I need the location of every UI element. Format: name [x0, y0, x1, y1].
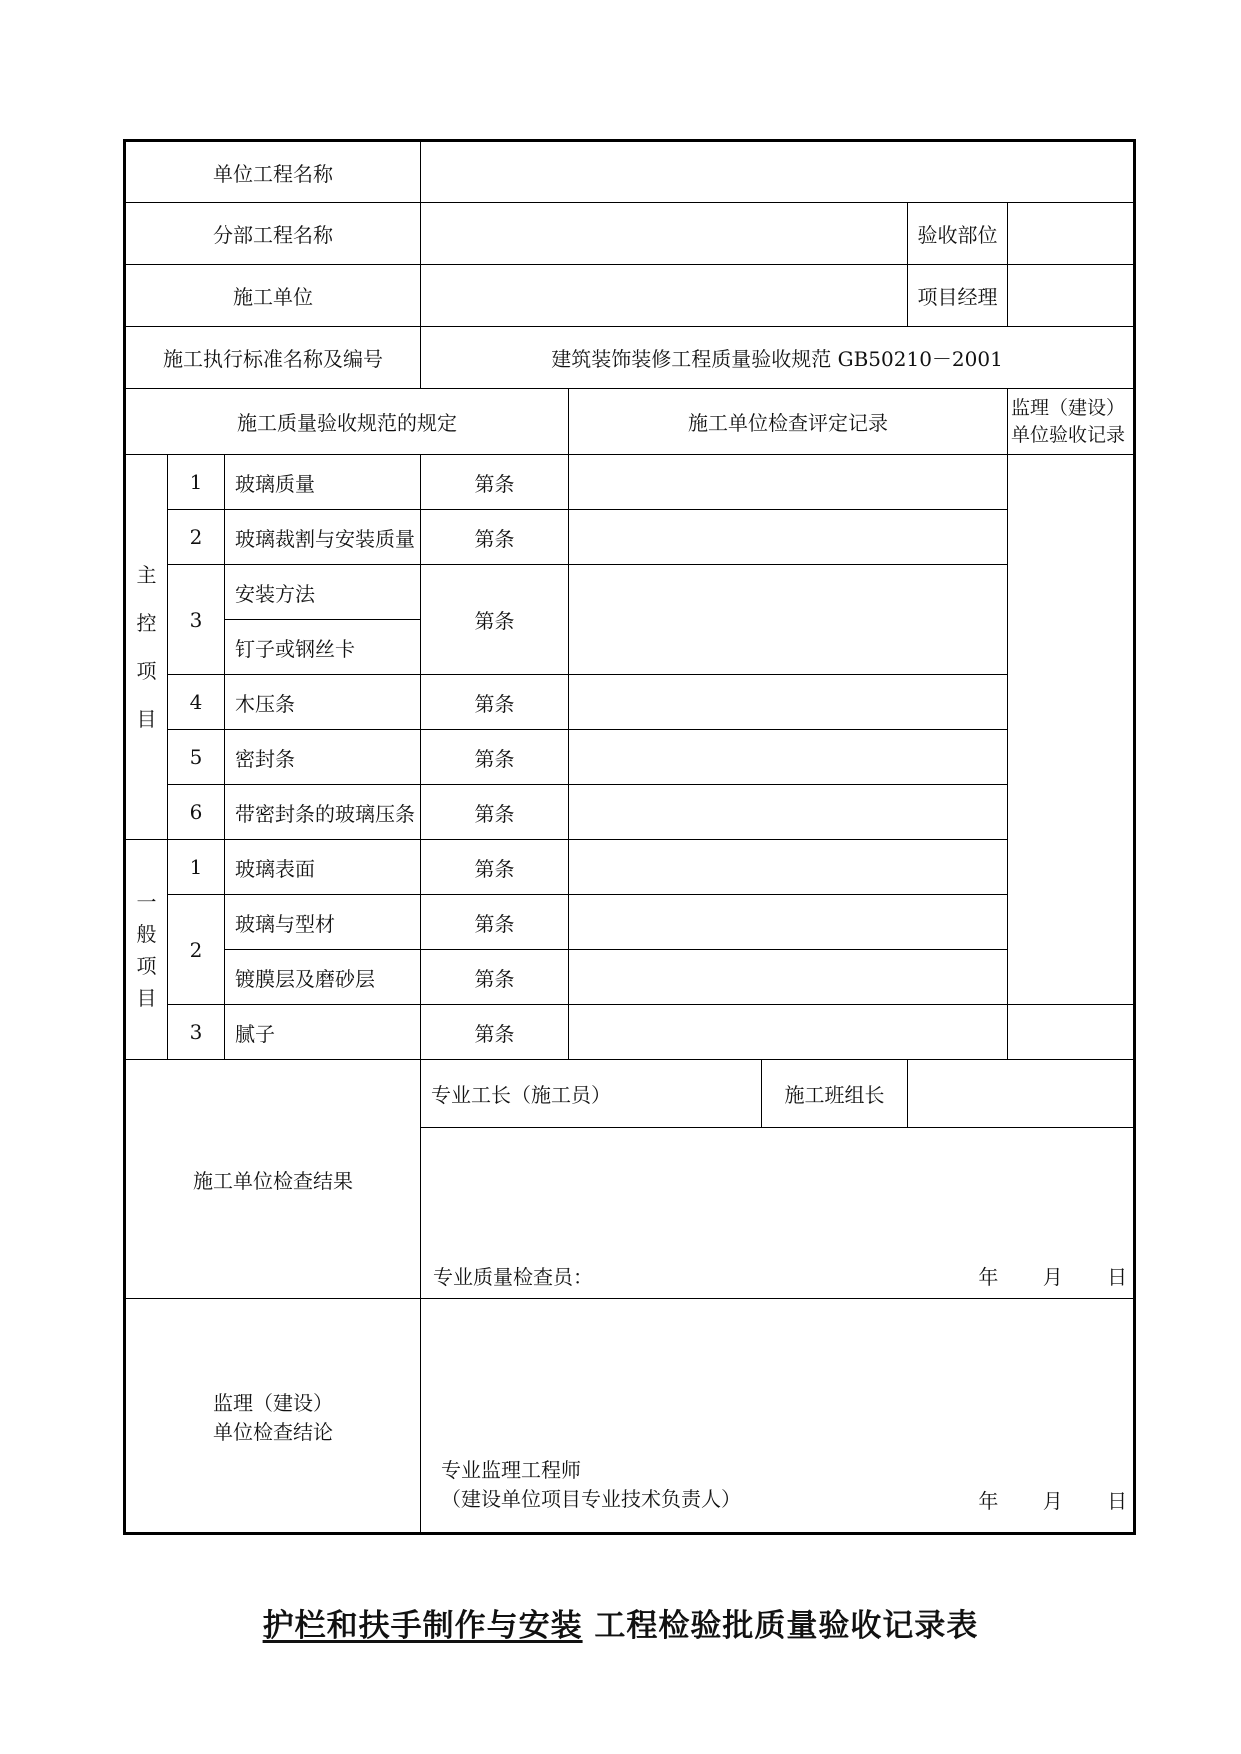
main-items-group-label	[125, 455, 168, 840]
item-number: 1	[168, 840, 225, 895]
item-name: 钉子或钢丝卡	[225, 620, 421, 675]
record-field[interactable]	[569, 730, 1008, 785]
record-field[interactable]	[569, 950, 1008, 1005]
acceptance-part-label	[908, 203, 1008, 265]
conclusion-field[interactable]	[421, 1299, 1135, 1534]
record-field[interactable]	[569, 455, 1008, 510]
item-name: 木压条	[225, 675, 421, 730]
check-result-label: 施工单位检查结果	[125, 1060, 421, 1299]
supervisor-header-line2: 单位验收记录	[1011, 423, 1126, 446]
item-name: 密封条	[225, 730, 421, 785]
clause-cell: 第条	[421, 510, 569, 565]
item-number: 2	[168, 510, 225, 565]
group-char: 般	[136, 921, 157, 946]
clause-cell: 第条	[421, 1005, 569, 1060]
item-number: 4	[168, 675, 225, 730]
record-field[interactable]	[569, 895, 1008, 950]
year-label: 年	[978, 1265, 999, 1289]
day-label: 日	[1107, 1265, 1128, 1289]
item-name: 玻璃质量	[225, 455, 421, 510]
spec-column-header: 施工质量验收规范的规定	[125, 389, 569, 455]
team-leader-label: 施工班组长	[762, 1060, 908, 1128]
supervisor-record-field[interactable]	[1008, 1005, 1135, 1060]
foreman-label: 专业工长（施工员）	[421, 1060, 762, 1128]
clause-cell: 第条	[421, 565, 569, 675]
record-field[interactable]	[569, 785, 1008, 840]
group-char: 目	[136, 985, 157, 1010]
conclusion-label-line2: 单位检查结论	[213, 1419, 334, 1444]
item-name: 镀膜层及磨砂层	[225, 950, 421, 1005]
item-number: 5	[168, 730, 225, 785]
item-number: 3	[168, 1005, 225, 1060]
unit-project-label: 单位工程名称	[125, 141, 421, 203]
month-label: 月	[1042, 1265, 1063, 1289]
item-number: 1	[168, 455, 225, 510]
project-manager-field[interactable]	[1008, 265, 1135, 327]
contractor-field[interactable]	[421, 265, 908, 327]
project-manager-label: 项目经理	[908, 265, 1008, 327]
group-char: 控	[136, 611, 157, 635]
acceptance-part-field[interactable]	[1008, 203, 1135, 265]
acceptance-part-text: 验收部位	[917, 223, 998, 247]
record-field[interactable]	[569, 840, 1008, 895]
group-char: 一	[136, 889, 157, 914]
subdivision-field[interactable]	[421, 203, 908, 265]
group-char: 项	[136, 953, 157, 978]
supervisor-header-line1: 监理（建设）	[1011, 396, 1126, 419]
record-column-header: 施工单位检查评定记录	[569, 389, 1008, 455]
result-date	[940, 1261, 1127, 1290]
check-result-field[interactable]	[421, 1128, 1135, 1299]
inspector-label: 专业质量检查员：	[433, 1265, 594, 1289]
item-name: 腻子	[225, 1005, 421, 1060]
engineer-label-line1: 专业监理工程师	[441, 1458, 582, 1482]
unit-project-field[interactable]	[421, 141, 1135, 203]
group-char: 目	[136, 707, 157, 731]
group-char: 主	[136, 563, 157, 587]
conclusion-date	[940, 1485, 1127, 1514]
record-field[interactable]	[569, 510, 1008, 565]
title-rest: 工程检验批质量验收记录表	[582, 1608, 979, 1644]
record-field[interactable]	[569, 675, 1008, 730]
engineer-label-line2: （建设单位项目专业技术负责人）	[441, 1487, 742, 1511]
item-number: 6	[168, 785, 225, 840]
clause-cell: 第条	[421, 840, 569, 895]
clause-cell: 第条	[421, 455, 569, 510]
standard-value: 建筑装饰装修工程质量验收规范 GB50210－2001	[421, 327, 1135, 389]
record-field[interactable]	[569, 565, 1008, 675]
standard-label: 施工执行标准名称及编号	[125, 327, 421, 389]
item-number: 3	[168, 565, 225, 675]
record-field[interactable]	[569, 1005, 1008, 1060]
team-leader-field[interactable]	[908, 1060, 1135, 1128]
clause-cell: 第条	[421, 895, 569, 950]
item-name: 带密封条的玻璃压条	[225, 785, 421, 840]
item-name: 玻璃表面	[225, 840, 421, 895]
subdivision-label: 分部工程名称	[125, 203, 421, 265]
general-items-group-label	[125, 840, 168, 1060]
acceptance-record-table	[123, 139, 1136, 1535]
day-label: 日	[1107, 1489, 1128, 1513]
clause-cell: 第条	[421, 950, 569, 1005]
document-title	[0, 1600, 1241, 1645]
engineer-label	[441, 1456, 741, 1514]
conclusion-label-line1: 监理（建设）	[213, 1390, 334, 1415]
item-name: 安装方法	[225, 565, 421, 620]
item-name: 玻璃与型材	[225, 895, 421, 950]
supervisor-record-field[interactable]	[1008, 455, 1135, 1005]
year-label: 年	[978, 1489, 999, 1513]
item-number: 2	[168, 895, 225, 1005]
clause-cell: 第条	[421, 785, 569, 840]
group-char: 项	[136, 659, 157, 683]
title-underlined: 护栏和扶手制作与安装	[262, 1608, 583, 1644]
clause-cell: 第条	[421, 730, 569, 785]
supervisor-column-header	[1008, 389, 1135, 455]
clause-cell: 第条	[421, 675, 569, 730]
contractor-label: 施工单位	[125, 265, 421, 327]
month-label: 月	[1042, 1489, 1063, 1513]
conclusion-label	[125, 1299, 421, 1534]
item-name: 玻璃裁割与安装质量	[225, 510, 421, 565]
